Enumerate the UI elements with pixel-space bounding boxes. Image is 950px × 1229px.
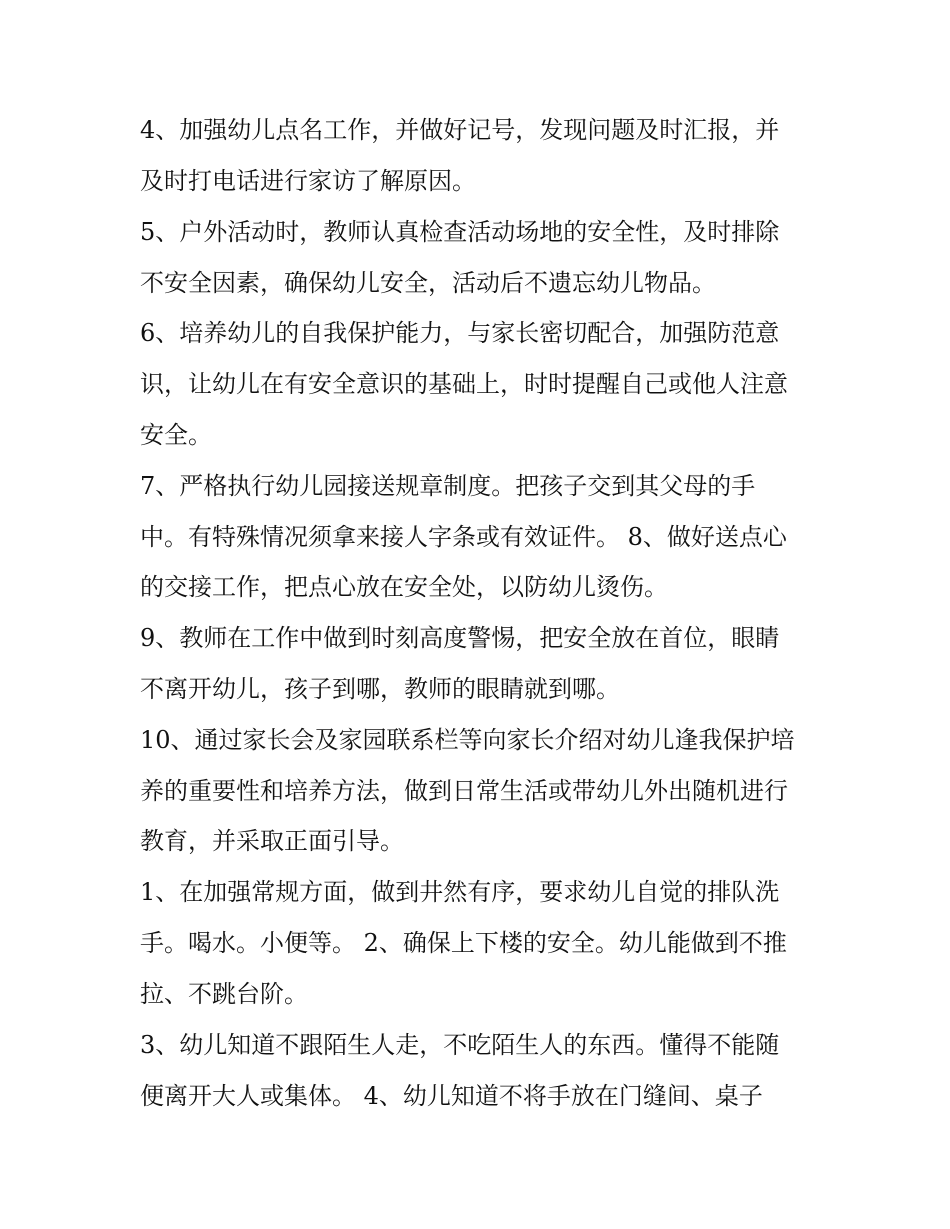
text-line: 不安全因素，确保幼儿安全，活动后不遗忘幼儿物品。: [140, 269, 716, 297]
text-line: 4、加强幼儿点名工作，并做好记号，发现问题及时汇报，并: [140, 116, 780, 144]
text-line: 中。有特殊情况须拿来接人字条或有效证件。 8、做好送点心: [140, 523, 787, 551]
text-line: 安全。: [140, 421, 212, 449]
text-line: 不离开幼儿，孩子到哪，教师的眼睛就到哪。: [140, 675, 620, 703]
text-line: 1、在加强常规方面，做到井然有序，要求幼儿自觉的排队洗: [140, 878, 780, 906]
text-line: 拉、不跳台阶。: [140, 980, 308, 1008]
text-line: 5、户外活动时，教师认真检查活动场地的安全性，及时排除: [140, 218, 780, 246]
text-line: 便离开大人或集体。 4、幼儿知道不将手放在门缝间、桌子: [140, 1082, 763, 1110]
text-line: 7、严格执行幼儿园接送规章制度。把孩子交到其父母的手: [140, 472, 756, 500]
text-line: 养的重要性和培养方法，做到日常生活或带幼儿外出随机进行: [140, 777, 788, 805]
text-line: 教育，并采取正面引导。: [140, 827, 404, 855]
text-line: 手。喝水。小便等。 2、确保上下楼的安全。幼儿能做到不推: [140, 929, 787, 957]
text-line: 3、幼儿知道不跟陌生人走，不吃陌生人的东西。懂得不能随: [140, 1031, 780, 1059]
text-line: 10、通过家长会及家园联系栏等向家长介绍对幼儿逢我保护培: [140, 726, 795, 754]
text-line: 9、教师在工作中做到时刻高度警惕，把安全放在首位，眼睛: [140, 624, 780, 652]
text-line: 识，让幼儿在有安全意识的基础上，时时提醒自己或他人注意: [140, 370, 788, 398]
text-line: 及时打电话进行家访了解原因。: [140, 167, 476, 195]
text-line: 的交接工作，把点心放在安全处，以防幼儿烫伤。: [140, 573, 668, 601]
text-line: 6、培养幼儿的自我保护能力，与家长密切配合，加强防范意: [140, 319, 780, 347]
